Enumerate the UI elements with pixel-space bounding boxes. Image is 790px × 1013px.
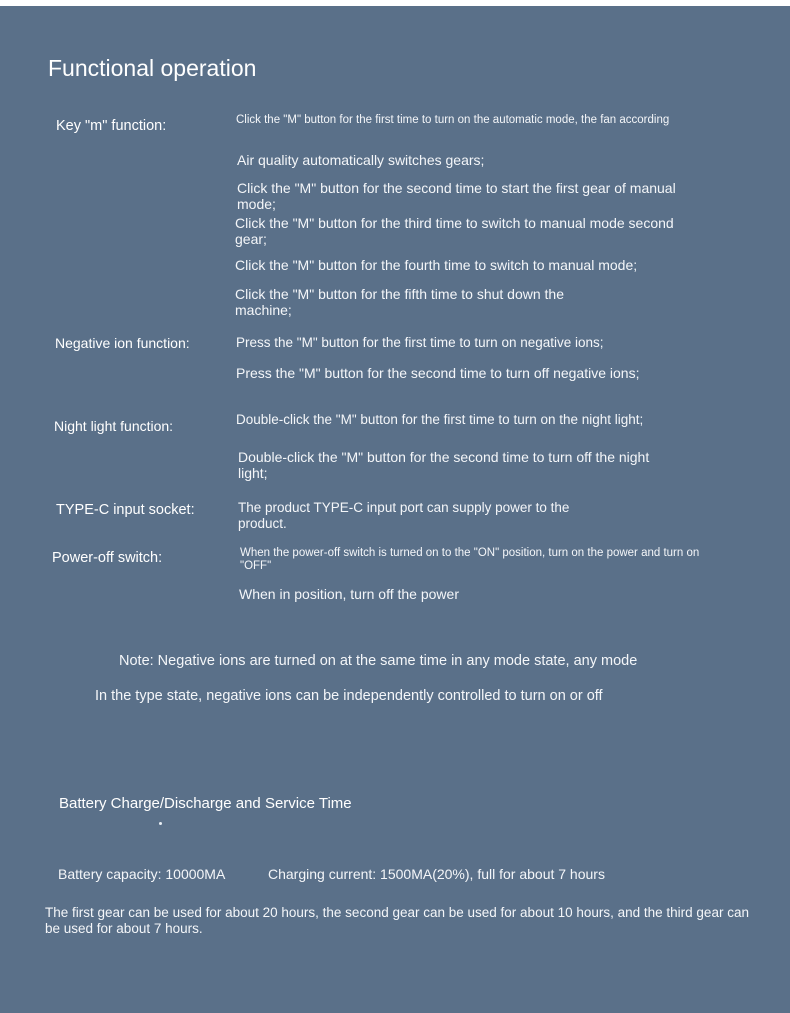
battery-heading: Battery Charge/Discharge and Service Time bbox=[59, 795, 352, 812]
page-title: Functional operation bbox=[48, 55, 257, 81]
night-light-line-1: Double-click the "M" button for the first time to turn on the night light; bbox=[236, 412, 644, 427]
power-off-line-1: When the power-off switch is turned on to the "ON" position, turn on the power and turn on "OFF" bbox=[240, 547, 700, 572]
decorative-dot bbox=[159, 822, 162, 825]
key-m-line-2: Air quality automatically switches gears; bbox=[237, 152, 485, 168]
power-off-line-2: When in position, turn off the power bbox=[239, 586, 459, 602]
note-line-1: Note: Negative ions are turned on at the same time in any mode state, any mode bbox=[119, 653, 638, 669]
night-light-line-2: Double-click the "M" button for the second time to turn off the night light; bbox=[238, 449, 650, 481]
note-line-2: In the type state, negative ions can be independently controlled to turn on or off bbox=[95, 688, 603, 704]
night-light-label: Night light function: bbox=[54, 418, 174, 434]
key-m-label: Key "m" function: bbox=[56, 118, 167, 134]
power-off-label: Power-off switch: bbox=[52, 550, 163, 566]
negative-ion-label: Negative ion function: bbox=[55, 335, 190, 351]
key-m-line-6: Click the "M" button for the fifth time to shut down the machine; bbox=[235, 286, 564, 318]
type-c-line-1: The product TYPE-C input port can supply power to the product. bbox=[238, 500, 570, 531]
key-m-line-1: Click the "M" button for the first time to turn on the automatic mode, the fan according bbox=[236, 114, 670, 126]
negative-ion-line-2: Press the "M" button for the second time to turn off negative ions; bbox=[236, 365, 640, 381]
negative-ion-line-1: Press the "M" button for the first time to turn on negative ions; bbox=[236, 335, 604, 350]
key-m-line-3: Click the "M" button for the second time to start the first gear of manual mode; bbox=[237, 180, 676, 212]
type-c-label: TYPE-C input socket: bbox=[56, 502, 195, 518]
battery-usage: The first gear can be used for about 20 hours, the second gear can be used for about 10 hours, and the third gear can be used for about 7 hours. bbox=[45, 905, 749, 936]
charging-current: Charging current: 1500MA(20%), full for about 7 hours bbox=[268, 866, 605, 882]
key-m-line-4: Click the "M" button for the third time to switch to manual mode second gear; bbox=[235, 215, 674, 247]
key-m-line-5: Click the "M" button for the fourth time to switch to manual mode; bbox=[235, 257, 638, 273]
battery-capacity: Battery capacity: 10000MA bbox=[58, 866, 226, 882]
top-border bbox=[0, 0, 790, 6]
